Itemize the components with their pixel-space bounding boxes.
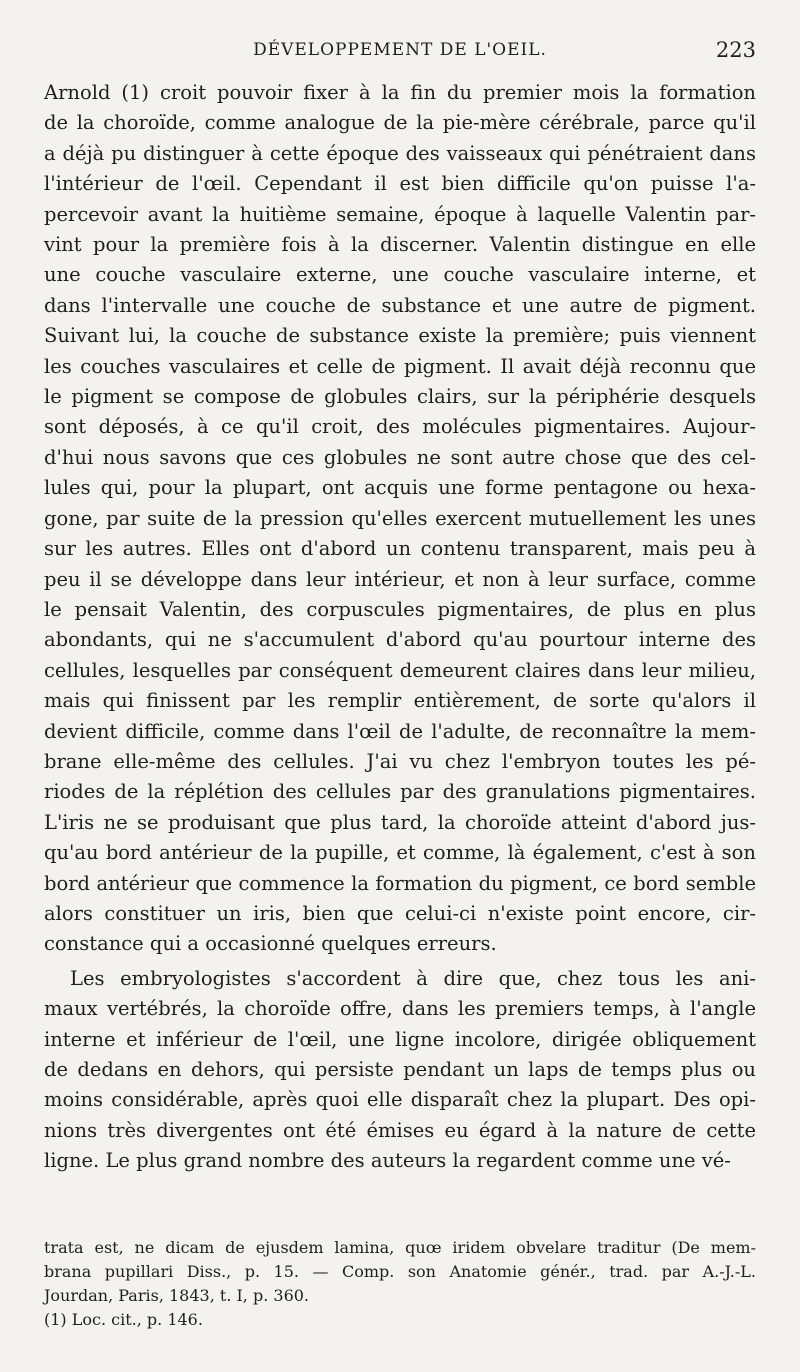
footnote bbox=[44, 1236, 756, 1308]
text-line: Jourdan, Paris, 1843, t. I, p. 360. bbox=[44, 1286, 310, 1305]
text-line: dans l'intervalle une couche de substance et une autre de pigment. bbox=[44, 293, 756, 317]
footnote bbox=[44, 1308, 756, 1332]
text-line: ligne. Le plus grand nombre des auteurs la regardent comme une vé- bbox=[44, 1149, 731, 1173]
text-line: brana pupillari Diss., p. 15. — Comp. son Anatomie génér., trad. par A.-J.-L. bbox=[44, 1262, 756, 1281]
text-line: alors constituer un iris, bien que celui-ci n'existe point encore, cir- bbox=[44, 901, 756, 925]
text-line: L'iris ne se produisant que plus tard, la choroïde atteint d'abord jus- bbox=[44, 810, 756, 834]
text-line: peu il se développe dans leur intérieur, et non à leur surface, comme bbox=[44, 567, 756, 591]
text-line: le pensait Valentin, des corpuscules pigmentaires, de plus en plus bbox=[44, 597, 756, 621]
text-line: cellules, lesquelles par conséquent demeurent claires dans leur milieu, bbox=[44, 658, 756, 682]
text-line: de dedans en dehors, qui persiste pendant un laps de temps plus ou bbox=[44, 1058, 756, 1081]
body-text bbox=[44, 78, 756, 1177]
text-line: l'intérieur de l'œil. Cependant il est bien difficile qu'on puisse l'a- bbox=[44, 172, 756, 196]
text-line: a déjà pu distinguer à cette époque des vaisseaux qui pénétraient dans bbox=[44, 141, 756, 165]
text-line: le pigment se compose de globules clairs, sur la périphérie desquels bbox=[44, 385, 756, 409]
text-line: mais qui finissent par les remplir entièrement, de sorte qu'alors il bbox=[44, 689, 756, 713]
text-line: constance qui a occasionné quelques erreurs. bbox=[44, 932, 497, 956]
text-line: trata est, ne dicam de ejusdem lamina, quœ iridem obvelare traditur (De mem- bbox=[44, 1238, 756, 1257]
text-line: sont déposés, à ce qu'il croit, des molécules pigmentaires. Aujour- bbox=[44, 415, 756, 439]
text-line: sur les autres. Elles ont d'abord un contenu transparent, mais peu à bbox=[44, 537, 756, 561]
text-line: nions très divergentes ont été émises eu égard à la nature de cette bbox=[44, 1118, 756, 1142]
text-line: bord antérieur que commence la formation du pigment, ce bord semble bbox=[44, 871, 756, 895]
text-line: brane elle-même des cellules. J'ai vu chez l'embryon toutes les pé- bbox=[44, 749, 756, 773]
text-line: Les embryologistes s'accordent à dire que, chez tous les ani- bbox=[70, 966, 756, 990]
text-line: maux vertébrés, la choroïde offre, dans les premiers temps, à l'angle bbox=[44, 997, 756, 1021]
footnotes bbox=[44, 1236, 756, 1332]
text-line: percevoir avant la huitième semaine, époque à laquelle Valentin par- bbox=[44, 202, 756, 226]
text-line: lules qui, pour la plupart, ont acquis une forme pentagone ou hexa- bbox=[44, 476, 756, 500]
text-line: riodes de la réplétion des cellules par des granulations pigmentaires. bbox=[44, 780, 756, 804]
text-line: (1) Loc. cit., p. 146. bbox=[44, 1310, 203, 1329]
page-header bbox=[44, 40, 756, 68]
paragraph bbox=[44, 964, 756, 1177]
text-line: de la choroïde, comme analogue de la pie-mère cérébrale, parce qu'il bbox=[44, 111, 756, 135]
text-line: abondants, qui ne s'accumulent d'abord qu'au pourtour interne des bbox=[44, 628, 756, 652]
text-line: qu'au bord antérieur de la pupille, et comme, là également, c'est à son bbox=[44, 841, 756, 865]
text-line: une couche vasculaire externe, une couche vasculaire interne, et bbox=[44, 263, 756, 287]
text-line: les couches vasculaires et celle de pigment. Il avait déjà reconnu que bbox=[44, 354, 756, 378]
text-line: d'hui nous savons que ces globules ne sont autre chose que des cel- bbox=[44, 445, 756, 469]
text-line: Suivant lui, la couche de substance existe la première; puis viennent bbox=[44, 324, 756, 348]
text-line: interne et inférieur de l'œil, une ligne incolore, dirigée obliquement bbox=[44, 1027, 756, 1051]
text-line: moins considérable, après quoi elle disparaît chez la plupart. Des opi- bbox=[44, 1088, 756, 1112]
text-line: gone, par suite de la pression qu'elles exercent mutuellement les unes bbox=[44, 506, 756, 530]
text-line: Arnold (1) croit pouvoir fixer à la fin du premier mois la formation bbox=[44, 81, 756, 104]
paragraph bbox=[44, 78, 756, 960]
text-line: devient difficile, comme dans l'œil de l'adulte, de reconnaître la mem- bbox=[44, 719, 756, 743]
text-line: vint pour la première fois à la discerner. Valentin distingue en elle bbox=[44, 233, 756, 257]
page-number: 223 bbox=[715, 38, 756, 62]
running-title: DÉVELOPPEMENT DE L'OEIL. bbox=[253, 40, 547, 60]
